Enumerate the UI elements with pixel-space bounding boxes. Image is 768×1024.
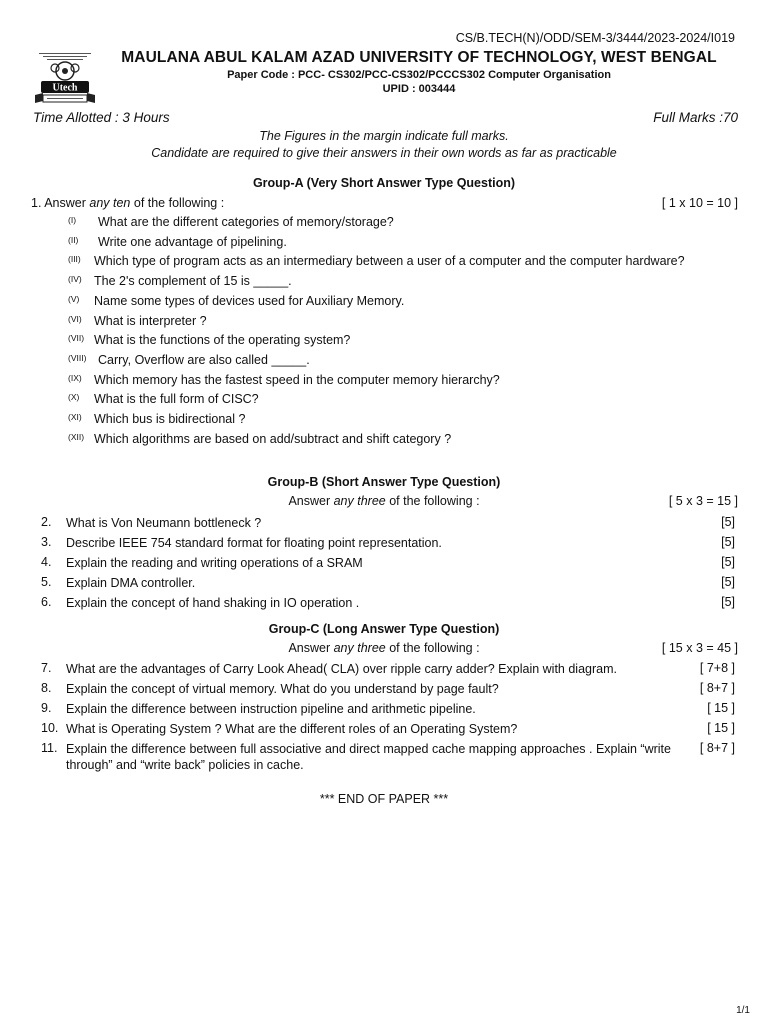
margin-note: The Figures in the margin indicate full marks. — [259, 129, 509, 143]
question-marks: [5] — [721, 555, 735, 569]
question-text: Explain the concept of virtual memory. What do you understand by page fault? — [66, 682, 499, 696]
full-marks: Full Marks :70 — [653, 110, 738, 125]
question-number: 8. — [41, 681, 52, 695]
question-number: 9. — [41, 701, 52, 715]
question-number: (IV) — [68, 274, 82, 284]
question-text: Explain the reading and writing operations of a SRAM — [66, 556, 363, 570]
question-number: (V) — [68, 294, 80, 304]
question-number: (XI) — [68, 412, 82, 422]
upid: UPID : 003444 — [382, 83, 456, 95]
question-number: 2. — [41, 515, 52, 529]
question-marks: [ 15 ] — [707, 721, 735, 735]
end-of-paper: *** END OF PAPER *** — [319, 792, 449, 806]
question-marks: [ 8+7 ] — [699, 681, 735, 695]
question-number: 3. — [41, 535, 52, 549]
group-b-instruction: Answer any three of the following : — [288, 494, 480, 508]
question-text: What is the full form of CISC? — [94, 392, 259, 406]
question-text: Explain the difference between full associative and direct mapped cache mapping approaches . Explain “write through” and “write back” policies in cache. — [66, 742, 671, 772]
question-number: 7. — [41, 661, 52, 675]
group-c-instruction: Answer any three of the following : — [288, 641, 480, 655]
question-number: (VII) — [68, 333, 85, 343]
question-number: (VI) — [68, 314, 82, 324]
university-logo — [33, 51, 97, 109]
question-number: 6. — [41, 595, 52, 609]
group-a-instruction: 1. Answer any ten of the following : — [31, 196, 225, 210]
question-text: Explain the concept of hand shaking in IO operation . — [66, 596, 360, 610]
group-a-title: Group-A (Very Short Answer Type Question) — [252, 176, 516, 190]
question-number: 5. — [41, 575, 52, 589]
question-text: Which bus is bidirectional ? — [94, 412, 246, 426]
question-number: (VIII) — [68, 353, 87, 363]
group-c-title: Group-C (Long Answer Type Question) — [268, 622, 500, 636]
question-marks: [ 15 ] — [707, 701, 735, 715]
question-number: (X) — [68, 392, 80, 402]
question-text: Which type of program acts as an intermediary between a user of a computer and the computer hardware? — [94, 254, 685, 268]
paper-code-header: CS/B.TECH(N)/ODD/SEM-3/3444/2023-2024/I019 — [455, 31, 735, 45]
question-text: The 2's complement of 15 is _____. — [94, 274, 292, 288]
question-text: Explain the difference between instruction pipeline and arithmetic pipeline. — [66, 702, 476, 716]
question-number: (XII) — [68, 432, 85, 442]
group-b-marks: [ 5 x 3 = 15 ] — [668, 494, 738, 508]
question-marks: [ 7+8 ] — [699, 661, 735, 675]
paper-code: Paper Code : PCC- CS302/PCC-CS302/PCCCS302 Computer Organisation — [227, 69, 611, 81]
question-text: Carry, Overflow are also called _____. — [98, 353, 310, 367]
question-text: What is the functions of the operating system? — [94, 333, 351, 347]
question-marks: [ 8+7 ] — [699, 741, 735, 755]
candidate-note: Candidate are required to give their answers in their own words as far as practicable — [151, 146, 617, 160]
question-text: Explain DMA controller. — [66, 576, 196, 590]
question-number: (I) — [68, 215, 77, 225]
question-text: What are the different categories of memory/storage? — [98, 215, 394, 229]
question-text: What is Operating System ? What are the different roles of an Operating System? — [66, 722, 518, 736]
question-text: What is interpreter ? — [94, 314, 207, 328]
question-text: Name some types of devices used for Auxiliary Memory. — [94, 294, 405, 308]
question-text: Which memory has the fastest speed in the computer memory hierarchy? — [94, 373, 500, 387]
question-number: (IX) — [68, 373, 82, 383]
question-text: Write one advantage of pipelining. — [98, 235, 287, 249]
question-marks: [5] — [721, 515, 735, 529]
question-marks: [5] — [721, 595, 735, 609]
time-allotted: Time Allotted : 3 Hours — [33, 110, 170, 125]
group-a-marks: [ 1 x 10 = 10 ] — [661, 196, 738, 210]
question-number: 11. — [41, 741, 58, 755]
page-number: 1/1 — [736, 1005, 750, 1016]
question-number: (III) — [68, 254, 81, 264]
question-number: 4. — [41, 555, 52, 569]
question-marks: [5] — [721, 535, 735, 549]
question-text: Which algorithms are based on add/subtract and shift category ? — [94, 432, 452, 446]
question-number: 10. — [41, 721, 59, 735]
question-text: What are the advantages of Carry Look Ahead( CLA) over ripple carry adder? Explain with diagram. — [66, 662, 617, 676]
logo-text: Utech — [52, 82, 78, 94]
question-text: What is Von Neumann bottleneck ? — [66, 516, 262, 530]
question-marks: [5] — [721, 575, 735, 589]
university-name: MAULANA ABUL KALAM AZAD UNIVERSITY OF TECHNOLOGY, WEST BENGAL — [121, 49, 717, 66]
question-number: (II) — [68, 235, 79, 245]
group-c-marks: [ 15 x 3 = 45 ] — [661, 641, 738, 655]
question-text: Describe IEEE 754 standard format for floating point representation. — [66, 536, 442, 550]
group-b-title: Group-B (Short Answer Type Question) — [267, 475, 501, 489]
